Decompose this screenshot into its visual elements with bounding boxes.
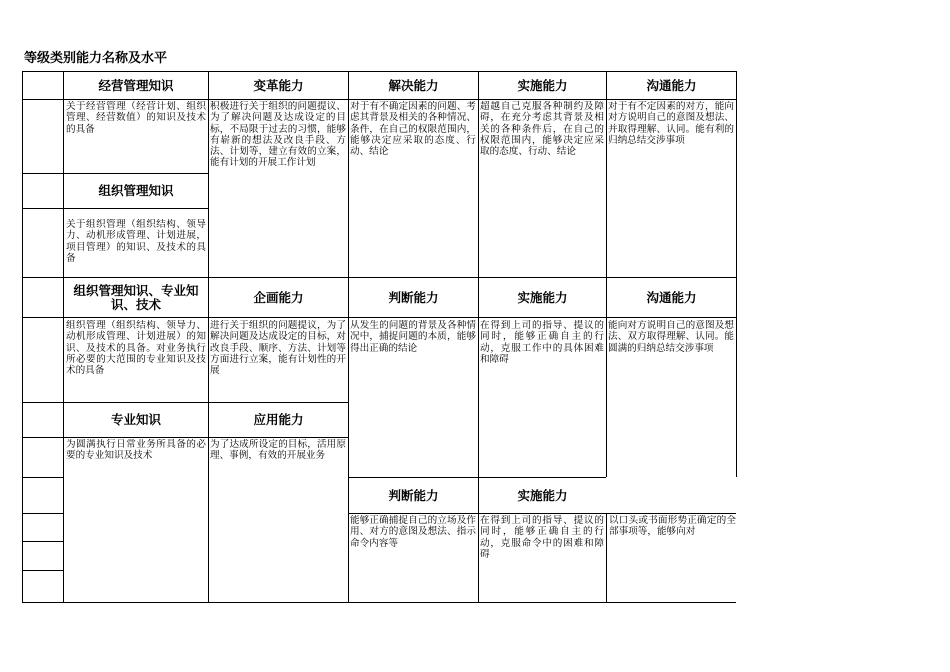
text-solving-ability: 对于有不确定因素的问题、考虑其背景及相关的各种情况、条件，在自己的权限范围内，能够决定应采取的态度、行动、结论 <box>350 101 476 158</box>
header-judgment-ability: 判断能力 <box>388 289 439 305</box>
page-title: 等级类别能力名称及水平 <box>24 51 168 66</box>
text-implementation-ability-3: 在得到上司的指导、提议的同时，能够正确自主的行动，克服命令中的困难和障碍 <box>480 515 604 560</box>
header-communication-ability-2: 沟通能力 <box>646 289 697 305</box>
text-organization-management-knowledge: 关于组织管理（组织结构、领导力、动机形成管理、计划进展，项目管理）的知识、及技术的具备 <box>66 219 206 264</box>
text-communication-ability-2: 能向对方说明自己的意图及想法、双方取得理解、认同。能圆满的归纳总结交涉事项 <box>608 320 734 354</box>
text-communication-ability-3: 以口头或书面形势正确定的全部事项等，能够向对 <box>609 515 736 538</box>
header-application-ability: 应用能力 <box>253 412 304 427</box>
header-reform-ability: 变革能力 <box>253 77 304 93</box>
header-implementation-ability-3: 实施能力 <box>517 487 568 503</box>
text-reform-ability: 积极进行关于组织的问题提议、为了解决问题及达成设定的目标，不局限于过去的习惯，能够有崭新的想法及改良手段、方法、计划等，建立有效的立案，能有计划的开展工作计划 <box>210 101 346 169</box>
text-planning-ability: 进行关于组织的问题提议，为了解决问题及达成设定的目标，对改良手段、顺序、方法、计划等方面进行立案，能有计划性的开展 <box>210 320 346 377</box>
text-judgment-ability-3: 能够正确捕捉自己的立场及作用、对方的意图及想法、指示命令内容等 <box>350 515 476 549</box>
text-business-management-knowledge: 关于经营管理（经营计划、组织管理、经营数值）的知识及技术的具备 <box>66 101 206 135</box>
text-professional-knowledge: 为圆满执行日常业务所具备的必要的专业知识及技术 <box>66 439 206 462</box>
header-implementation-ability: 实施能力 <box>517 77 568 93</box>
text-communication-ability: 对于有不定因素的对方，能向对方说明自己的意图及想法、并取得理解、认同。能有利的归纳总结交涉事项 <box>608 101 734 146</box>
text-implementation-ability: 超越自己克服各种制约及障碍，在充分考虑其背景及相关的各种条件后，在自己的权限范围内，能够决定应采取的态度、行动、结论 <box>480 101 604 158</box>
text-implementation-ability-2: 在得到上司的指导、提议的同时，能够正确自主的行动，克服工作中的具体困难和障碍 <box>480 320 604 365</box>
header-organization-management-knowledge: 组织管理知识 <box>98 183 174 198</box>
header-implementation-ability-2: 实施能力 <box>517 289 568 305</box>
text-application-ability: 为了达成所设定的目标，活用原理、事例，有效的开展业务 <box>210 439 346 462</box>
header-business-management-knowledge: 经营管理知识 <box>98 77 174 93</box>
header-professional-knowledge: 专业知识 <box>110 412 161 427</box>
header-org-management-professional-knowledge: 组织管理知识、专业知识、技术 <box>73 282 199 312</box>
text-judgment-ability: 从发生的问题的背景及各种情况中，捕捉问题的本质，能够得出正确的结论 <box>350 320 476 354</box>
header-judgment-ability-3: 判断能力 <box>388 487 439 503</box>
header-planning-ability: 企画能力 <box>253 289 304 305</box>
text-org-management-professional-knowledge: 组织管理（组织结构、领导力、动机形成管理、计划进展）的知识、及技术的具备。对业务执行所必要的大范围的专业知识及技术的具备 <box>66 320 206 377</box>
header-communication-ability: 沟通能力 <box>646 77 697 93</box>
header-solving-ability: 解决能力 <box>388 77 439 93</box>
